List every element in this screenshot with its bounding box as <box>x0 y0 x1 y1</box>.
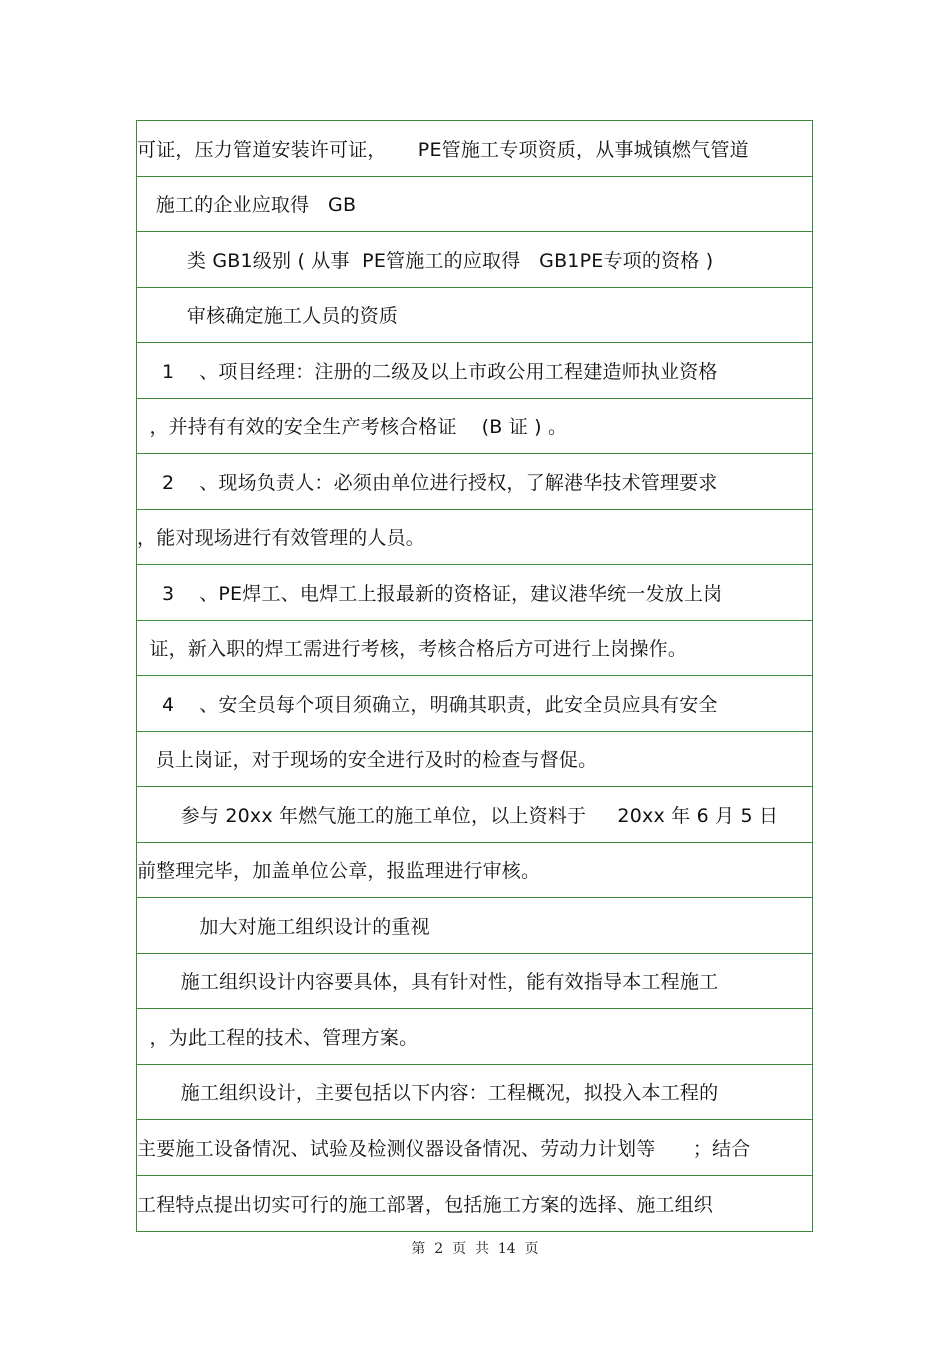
text-row: 前整理完毕，加盖单位公章，报监理进行审核。 <box>137 843 812 899</box>
page-number-footer: 第 2 页 共 14 页 <box>411 1241 539 1257</box>
text-row: 证，新入职的焊工需进行考核，考核合格后方可进行上岗操作。 <box>137 621 812 677</box>
text-row: 参与 20xx 年燃气施工的施工单位，以上资料于 20xx 年 6 月 5 日 <box>137 787 812 843</box>
text-row: 4 、安全员每个项目须确立，明确其职责，此安全员应具有安全 <box>137 676 812 732</box>
text-row: 施工组织设计，主要包括以下内容：工程概况，拟投入本工程的 <box>137 1065 812 1121</box>
text-row: 2 、现场负责人：必须由单位进行授权，了解港华技术管理要求 <box>137 454 812 510</box>
text-row: 施工的企业应取得 GB <box>137 177 812 233</box>
text-row: 审核确定施工人员的资质 <box>137 288 812 344</box>
text-row: 主要施工设备情况、试验及检测仪器设备情况、劳动力计划等 ；结合 <box>137 1120 812 1176</box>
text-row: ，并持有有效的安全生产考核合格证 (B 证 ) 。 <box>137 399 812 455</box>
text-row: ，能对现场进行有效管理的人员。 <box>137 510 812 566</box>
text-row: 加大对施工组织设计的重视 <box>137 898 812 954</box>
text-row: 3 、PE焊工、电焊工上报最新的资格证，建议港华统一发放上岗 <box>137 565 812 621</box>
text-row: 员上岗证，对于现场的安全进行及时的检查与督促。 <box>137 732 812 788</box>
text-row: 可证，压力管道安装许可证， PE管施工专项资质，从事城镇燃气管道 <box>137 121 812 177</box>
text-row: 施工组织设计内容要具体，具有针对性，能有效指导本工程施工 <box>137 954 812 1010</box>
text-row: 工程特点提出切实可行的施工部署，包括施工方案的选择、施工组织 <box>137 1193 714 1216</box>
text-row: 1 、项目经理：注册的二级及以上市政公用工程建造师执业资格 <box>137 343 812 399</box>
content-table <box>136 120 813 1232</box>
text-row: 类 GB1级别 ( 从事 PE管施工的应取得 GB1PE专项的资格 ) <box>137 232 812 288</box>
text-row: ，为此工程的技术、管理方案。 <box>137 1009 812 1065</box>
